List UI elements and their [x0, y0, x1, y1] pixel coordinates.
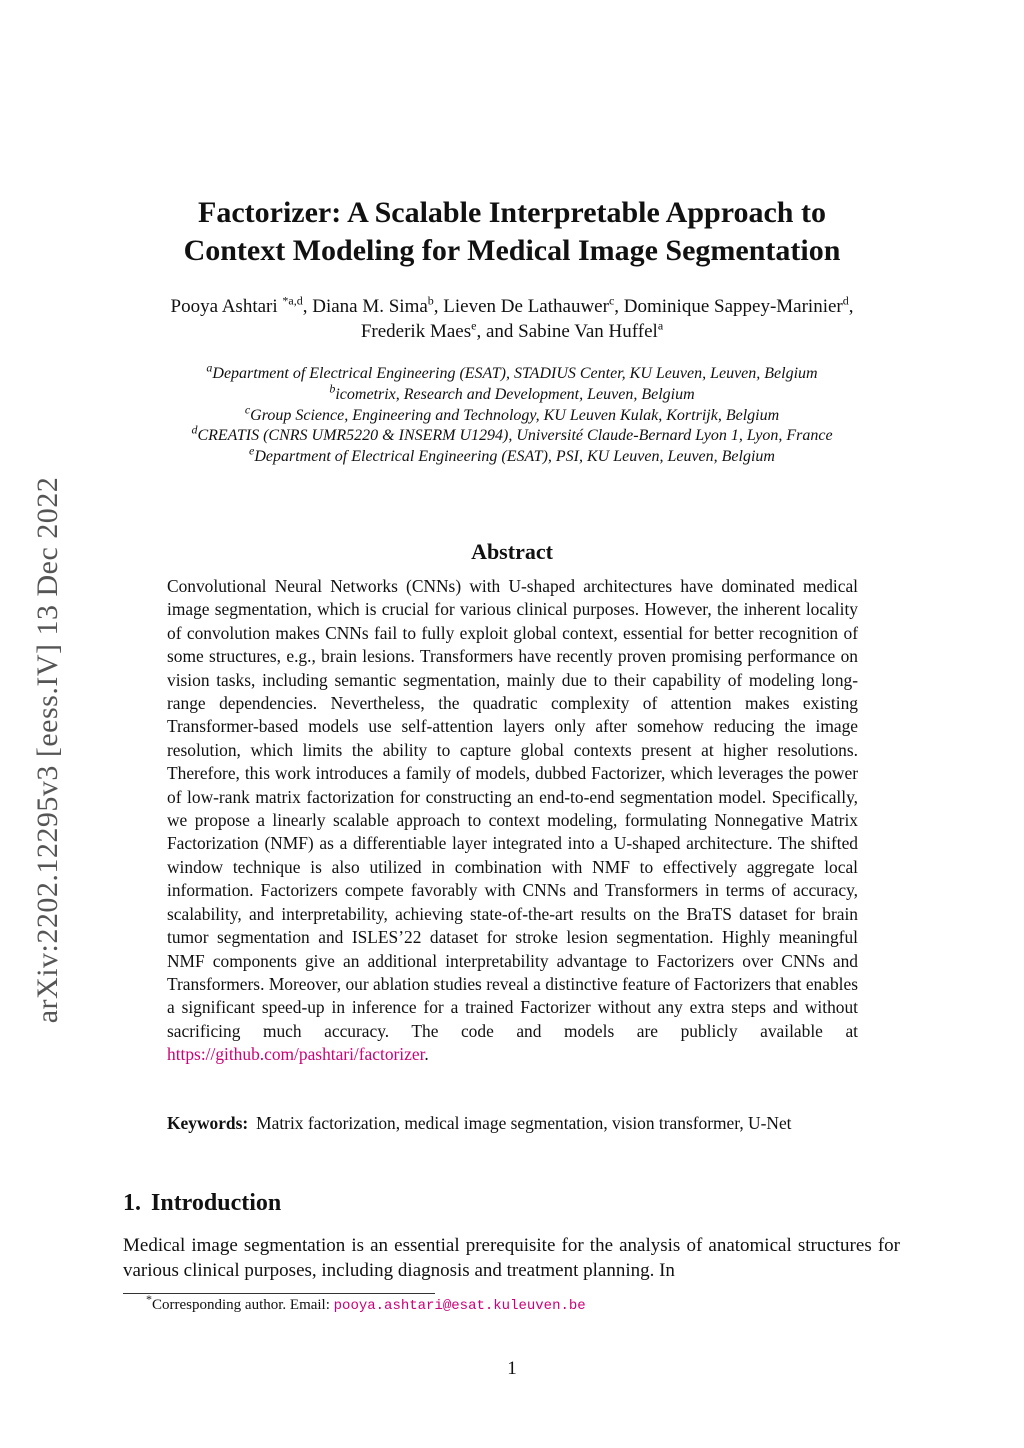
affiliation: $^d$CREATIS (CNRS UMR5220 & INSERM U1294), Université Claude-Bernard Lyon 1, Lyon, France: [191, 423, 833, 445]
author: Sabine Van Huffel$^a$: [518, 318, 664, 342]
abstract-text: Convolutional Neural Networks (CNNs) with U-shaped architectures have dominated medical image segmentation, which is crucial for various clinical purposes. However, the inherent locality of convolution makes CNNs fail to fully exploit global context, essential for better recognition of some structures, e.g., brain lesions. Transformers have recently proven promising performance on vision tasks, including semantic segmentation, mainly due to their capability of modeling long-range dependencies. Nevertheless, the quadratic complexity of attention makes existing Transformer-based models use self-attention layers only after somehow reducing the image resolution, which limits the ability to capture global contexts present at higher resolutions. Therefore, this work introduces a family of models, dubbed Factorizer, which leverages the power of low-rank matrix factorization for constructing an end-to-end segmentation model. Specifically, we propose a linearly scalable approach to context modeling, formulating Nonnegative Matrix Factorization (NMF) as a differentiable layer integrated into a U-shaped architecture. The shifted window technique is also utilized in combination with NMF to effectively aggregate local information. Factorizers compete favorably with CNNs and Transformers in terms of accuracy, scalability, and interpretability, achieving state-of-the-art results on the BraTS dataset for brain tumor segmentation and ISLES’22 dataset for stroke lesion segmentation. Highly meaningful NMF components give an additional interpretability advantage to Factorizers over CNNs and Transformers. Moreover, our ablation studies reveal a distinctive feature of Factorizers that enables a significant speed-up in inference for a trained Factorizer without any extra steps and without sacrificing much accuracy. The code and models are publicly available at: [167, 576, 858, 1041]
footnote: *Corresponding author. Email: pooya.ashtari@esat.kuleuven.be: [146, 1292, 586, 1314]
paper-title: [120, 194, 904, 270]
author: Dominique Sappey-Marinier$^d$,: [623, 293, 854, 317]
affiliation: $^e$Department of Electrical Engineering (ESAT), PSI, KU Leuven, Leuven, Belgium: [249, 443, 775, 466]
author: Diana M. Sima$^b$,: [312, 293, 444, 317]
keywords: [167, 1112, 858, 1135]
affiliation: $^a$Department of Electrical Engineering (ESAT), STADIUS Center, KU Leuven, Leuven, Belgium: [206, 360, 818, 382]
affiliation: $^c$Group Science, Engineering and Technology, KU Leuven Kulak, Kortrijk, Belgium: [244, 402, 780, 424]
arxiv-id: arXiv:2202.12295v3 [eess.IV] 13 Dec 2022: [31, 476, 64, 1024]
affiliation: $^b$icometrix, Research and Development, Leuven, Belgium: [329, 381, 695, 403]
section-title: Introduction: [151, 1190, 282, 1216]
keywords-text: Matrix factorization, medical image segmentation, vision transformer, U-Net: [256, 1113, 792, 1133]
footnote-text: Corresponding author. Email:: [152, 1297, 330, 1313]
section-heading-introduction: [123, 1190, 281, 1217]
introduction-paragraph: Medical image segmentation is an essential prerequisite for the analysis of anatomical structures for various clinical purposes, including diagnosis and treatment planning. In: [123, 1235, 900, 1281]
page-number: 1: [507, 1358, 517, 1379]
footnote-rule: [123, 1293, 435, 1294]
abstract-body: Convolutional Neural Networks (CNNs) with U-shaped architectures have dominated medical image segmentation, which is crucial for various clinical purposes. However, the inherent locality of convolution makes CNNs fail to fully exploit global context, essential for better recognition of some structures, e.g., brain lesions. Transformers have recently proven promising performance on vision tasks, including semantic segmentation, mainly due to their capability of modeling long-range dependencies. Nevertheless, the quadratic complexity of attention makes existing Transformer-based models use self-attention layers only after somehow reducing the image resolution, which limits the ability to capture global contexts present at higher resolutions. Therefore, this work introduces a family of models, dubbed Factorizer, which leverages the power of low-rank matrix factorization for constructing an end-to-end segmentation model. Specifically, we propose a linearly scalable approach to context modeling, formulating Nonnegative Matrix Factorization (NMF) as a differentiable layer integrated into a U-shaped architecture. The shifted window technique is also utilized in combination with NMF to effectively aggregate local information. Factorizers compete favorably with CNNs and Transformers in terms of accuracy, scalability, and interpretability, achieving state-of-the-art results on the BraTS dataset for brain tumor segmentation and ISLES’22 dataset for stroke lesion segmentation. Highly meaningful NMF components give an additional interpretability advantage to Factorizers over CNNs and Transformers. Moreover, our ablation studies reveal a distinctive feature of Factorizers that enables a significant speed-up in inference for a trained Factorizer without any extra steps and without sacrificing much accuracy. The code and models are publicly available at https://github.com/pashtari/factorizer.: [167, 576, 858, 1065]
arxiv-sidebar-stamp: [28, 430, 68, 1070]
abstract-heading: Abstract: [471, 539, 553, 564]
author-list: [150, 294, 874, 344]
author: Pooya Ashtari $^{*a,d}$,: [170, 293, 313, 317]
affiliation-list: [100, 360, 924, 468]
author: Frederik Maes$^e$, and: [360, 318, 519, 342]
keywords-label: Keywords:: [167, 1113, 249, 1133]
author-email[interactable]: pooya.ashtari@esat.kuleuven.be: [333, 1298, 586, 1314]
title-line-1: Factorizer: A Scalable Interpretable Approach to: [198, 196, 826, 229]
section-number: 1.: [123, 1190, 141, 1216]
code-link[interactable]: https://github.com/pashtari/factorizer: [167, 1044, 425, 1065]
title-line-2: Context Modeling for Medical Image Segmentation: [183, 234, 841, 267]
author: Lieven De Lathauwer$^c$,: [443, 293, 624, 317]
